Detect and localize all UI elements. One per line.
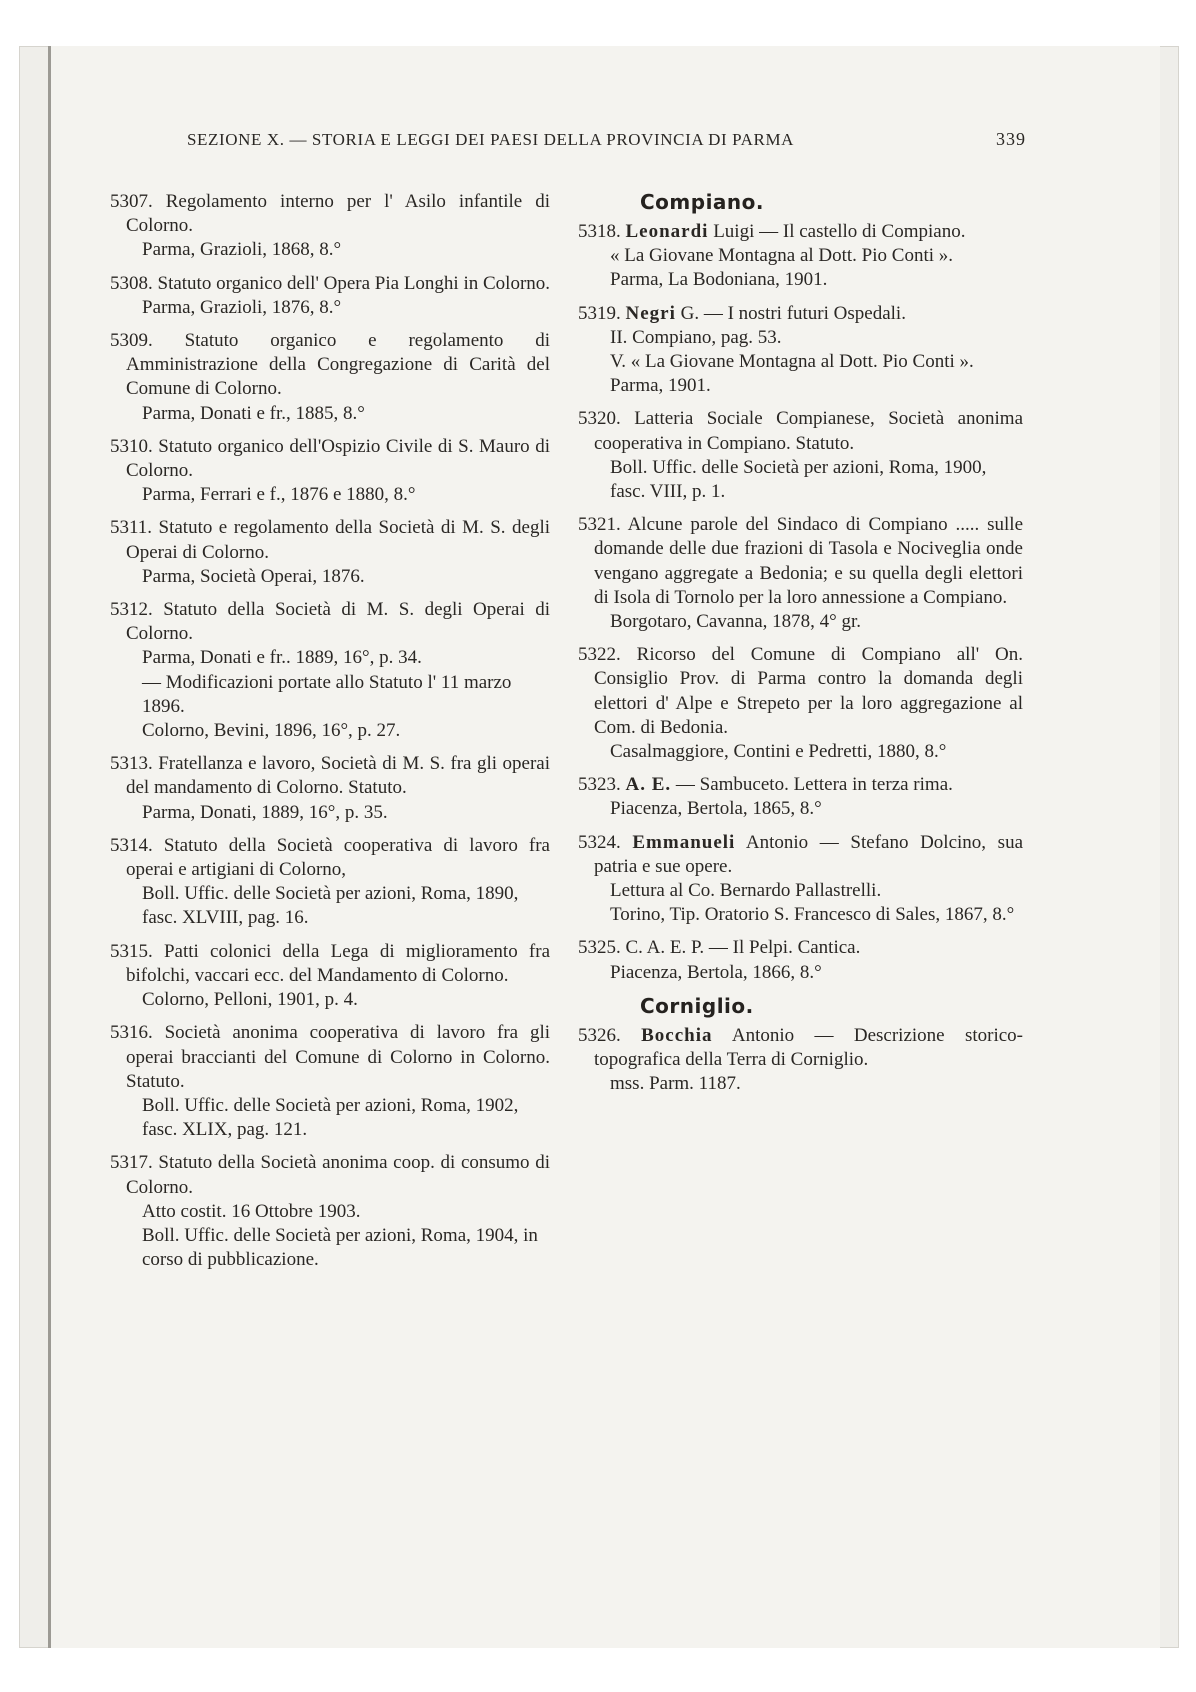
entry-imprint: Boll. Uffic. delle Società per azioni, Roma, 1902, fasc. XLIX, pag. 121. — [142, 1094, 519, 1141]
bibliography-entry — [578, 407, 1023, 504]
bibliography-entry — [110, 1151, 550, 1272]
entry-imprint: Piacenza, Bertola, 1866, 8.° — [610, 961, 822, 983]
entry-title: Antonio — Descrizione storico-topografica della Terra di Corniglio. — [594, 1024, 1024, 1071]
entry-author: Emmanueli — [632, 831, 736, 853]
bibliography-entry — [110, 940, 550, 1013]
bibliography-entry — [110, 598, 550, 743]
entry-imprint: Lettura al Co. Bernardo Pallastrelli. — [610, 880, 882, 902]
bibliography-entry — [578, 220, 1023, 293]
entry-imprint: Atto costit. 16 Ottobre 1903. — [142, 1200, 361, 1222]
entry-text — [578, 513, 1023, 610]
entry-imprint: V. « La Giovane Montagna al Dott. Pio Conti ». — [610, 351, 974, 373]
bibliography-entry — [110, 516, 550, 589]
entry-imprint: — Modificazioni portate allo Statuto l' 11 marzo 1896. — [142, 671, 512, 717]
bibliography-entry — [110, 329, 550, 426]
bibliography-entry — [578, 773, 1023, 821]
entry-number: 5307. — [110, 191, 153, 212]
entry-imprint: Borgotaro, Cavanna, 1878, 4° gr. — [610, 611, 862, 633]
entry-number: 5325. — [578, 937, 621, 959]
entry-number: 5316. — [110, 1022, 153, 1044]
entry-title: Alcune parole del Sindaco di Compiano ..... sulle domande delle due frazioni di Tasola e Nociveglia onde vengano aggregate a Bedonia; e su quella degli elettori di Isola di Tornolo per la loro annessione a Compiano. — [594, 514, 1024, 608]
entry-number: 5326. — [578, 1024, 621, 1046]
entry-text — [578, 831, 1023, 879]
section-heading-compiano: Compiano. — [640, 190, 765, 214]
entry-number: 5313. — [110, 753, 153, 775]
entry-imprint: Parma, Grazioli, 1876, 8.° — [142, 296, 342, 318]
bibliography-entry — [578, 831, 1023, 928]
entry-author: Bocchia — [641, 1024, 713, 1046]
entry-number: 5317. — [110, 1152, 153, 1174]
entry-title: Statuto e regolamento della Società di M. S. degli Operai di Colorno. — [126, 517, 551, 563]
entry-number: 5309. — [110, 330, 153, 352]
section-heading-corniglio: Corniglio. — [640, 993, 754, 1018]
entry-title: Regolamento interno per l' Asilo infantile di Colorno. — [126, 191, 550, 237]
entry-imprint: Parma, La Bodoniana, 1901. — [610, 269, 828, 291]
entry-title: Ricorso del Comune di Compiano all' On. Consiglio Prov. di Parma contro la domanda degli elettori d' Alpe e Strepeto per la loro aggregazione al Com. di Bedonia. — [594, 644, 1024, 738]
entry-title: Statuto organico dell'Ospizio Civile di S. Mauro di Colorno. — [126, 435, 550, 482]
entry-number: 5318. — [578, 221, 621, 242]
entry-author: Negri — [625, 302, 676, 324]
entry-text — [110, 598, 550, 646]
entry-imprint: mss. Parm. 1187. — [610, 1073, 741, 1095]
entry-title: Antonio — Stefano Dolcino, sua patria e sue opere. — [594, 831, 1024, 877]
entry-imprint: Parma, Grazioli, 1868, 8.° — [142, 239, 342, 261]
entry-title: — Sambuceto. Lettera in terza rima. — [675, 774, 953, 796]
entry-text — [110, 752, 550, 800]
entry-text — [110, 435, 550, 483]
entry-title: Luigi — Il castello di Compiano. — [713, 221, 966, 242]
entry-imprint: Parma, Donati e fr., 1885, 8.° — [142, 402, 365, 424]
bibliography-entry — [578, 302, 1023, 399]
entry-text — [578, 302, 1023, 326]
bibliography-entry — [578, 513, 1023, 634]
entry-text — [578, 220, 1023, 244]
entry-imprint: Parma, Donati e fr.. 1889, 16°, p. 34. — [142, 647, 422, 669]
bibliography-entry — [110, 1021, 550, 1142]
entry-text — [110, 1151, 550, 1199]
entry-imprint: Parma, 1901. — [610, 375, 711, 397]
entry-number: 5308. — [110, 272, 153, 294]
bibliography-entry — [110, 752, 550, 825]
entry-number: 5324. — [578, 831, 621, 853]
entry-title: C. A. E. P. — Il Pelpi. Cantica. — [625, 937, 861, 959]
compiano-entries — [578, 220, 1023, 985]
entry-title: Statuto della Società di M. S. degli Operai di Colorno. — [126, 599, 550, 645]
page-number: 339 — [996, 129, 1026, 149]
entry-title: Fratellanza e lavoro, Società di M. S. fra gli operai del mandamento di Colorno. Statuto. — [126, 753, 550, 799]
entry-text — [110, 272, 550, 296]
entry-number: 5321. — [578, 514, 621, 536]
running-header — [187, 130, 1026, 152]
entry-imprint: Boll. Uffic. delle Società per azioni, Roma, 1890, fasc. XLVIII, pag. 16. — [142, 883, 519, 929]
corniglio-entries — [578, 1024, 1023, 1097]
bibliography-entry — [110, 190, 550, 263]
bibliography-entry — [110, 435, 550, 508]
right-column — [578, 190, 1023, 1106]
bibliography-entry — [578, 936, 1023, 984]
entry-text — [110, 190, 550, 238]
entry-number: 5311. — [110, 517, 153, 539]
entry-number: 5310. — [110, 435, 153, 457]
entry-imprint: II. Compiano, pag. 53. — [610, 326, 782, 348]
bibliography-entry — [578, 1024, 1023, 1097]
entry-imprint: Colorno, Bevini, 1896, 16°, p. 27. — [142, 720, 401, 742]
entry-text — [578, 407, 1023, 455]
entry-imprint: Casalmaggiore, Contini e Pedretti, 1880, 8.° — [610, 741, 947, 763]
entry-imprint: Torino, Tip. Oratorio S. Francesco di Sales, 1867, 8.° — [610, 904, 1015, 926]
header-title: SEZIONE X. — STORIA E LEGGI DEI PAESI DELLA PROVINCIA DI PARMA — [187, 130, 795, 149]
bibliography-entry — [110, 834, 550, 931]
entry-imprint: Colorno, Pelloni, 1901, p. 4. — [142, 989, 358, 1011]
entry-text — [578, 936, 1023, 960]
entry-text — [578, 773, 1023, 797]
entry-number: 5315. — [110, 940, 153, 962]
entry-text — [110, 516, 550, 564]
entry-imprint: Boll. Uffic. delle Società per azioni, Roma, 1900, fasc. VIII, p. 1. — [610, 456, 987, 503]
entry-text — [578, 643, 1023, 740]
entry-imprint: Boll. Uffic. delle Società per azioni, Roma, 1904, in corso di pubblicazione. — [142, 1224, 538, 1271]
entry-imprint: Parma, Società Operai, 1876. — [142, 565, 365, 587]
entry-text — [110, 1021, 550, 1094]
entry-imprint: Parma, Donati, 1889, 16°, p. 35. — [142, 801, 388, 823]
entry-title: G. — I nostri futuri Ospedali. — [680, 302, 906, 324]
entry-title: Latteria Sociale Compianese, Società anonima cooperativa in Compiano. Statuto. — [594, 408, 1024, 454]
entry-number: 5322. — [578, 644, 621, 666]
entry-imprint: Piacenza, Bertola, 1865, 8.° — [610, 798, 822, 820]
entry-text — [110, 940, 550, 988]
entry-author: A. E. — [625, 774, 672, 796]
entry-imprint: « La Giovane Montagna al Dott. Pio Conti ». — [610, 245, 954, 267]
bibliography-entry — [110, 272, 550, 320]
entry-text — [110, 329, 550, 402]
entry-text — [110, 834, 550, 882]
entry-number: 5312. — [110, 599, 153, 621]
entry-title: Statuto della Società anonima coop. di consumo di Colorno. — [126, 1152, 550, 1198]
entry-text — [578, 1024, 1023, 1072]
entry-number: 5314. — [110, 834, 153, 856]
entry-title: Patti colonici della Lega di miglioramento fra bifolchi, vaccari ecc. del Mandamento di Colorno. — [126, 940, 551, 986]
entry-imprint: Parma, Ferrari e f., 1876 e 1880, 8.° — [142, 484, 416, 506]
entry-number: 5323. — [578, 774, 621, 796]
entry-author: Leonardi — [625, 221, 709, 242]
entry-title: Statuto organico e regolamento di Amministrazione della Congregazione di Carità del Comune di Colorno. — [126, 330, 551, 400]
entry-number: 5320. — [578, 408, 621, 430]
entry-title: Società anonima cooperativa di lavoro fra gli operai braccianti del Comune di Colorno in Colorno. Statuto. — [126, 1022, 551, 1092]
entry-title: Statuto organico dell' Opera Pia Longhi in Colorno. — [157, 272, 551, 294]
left-column — [110, 190, 550, 1281]
entry-number: 5319. — [578, 302, 621, 324]
bibliography-entry — [578, 643, 1023, 764]
entry-title: Statuto della Società cooperativa di lavoro fra operai e artigiani di Colorno, — [126, 834, 550, 881]
